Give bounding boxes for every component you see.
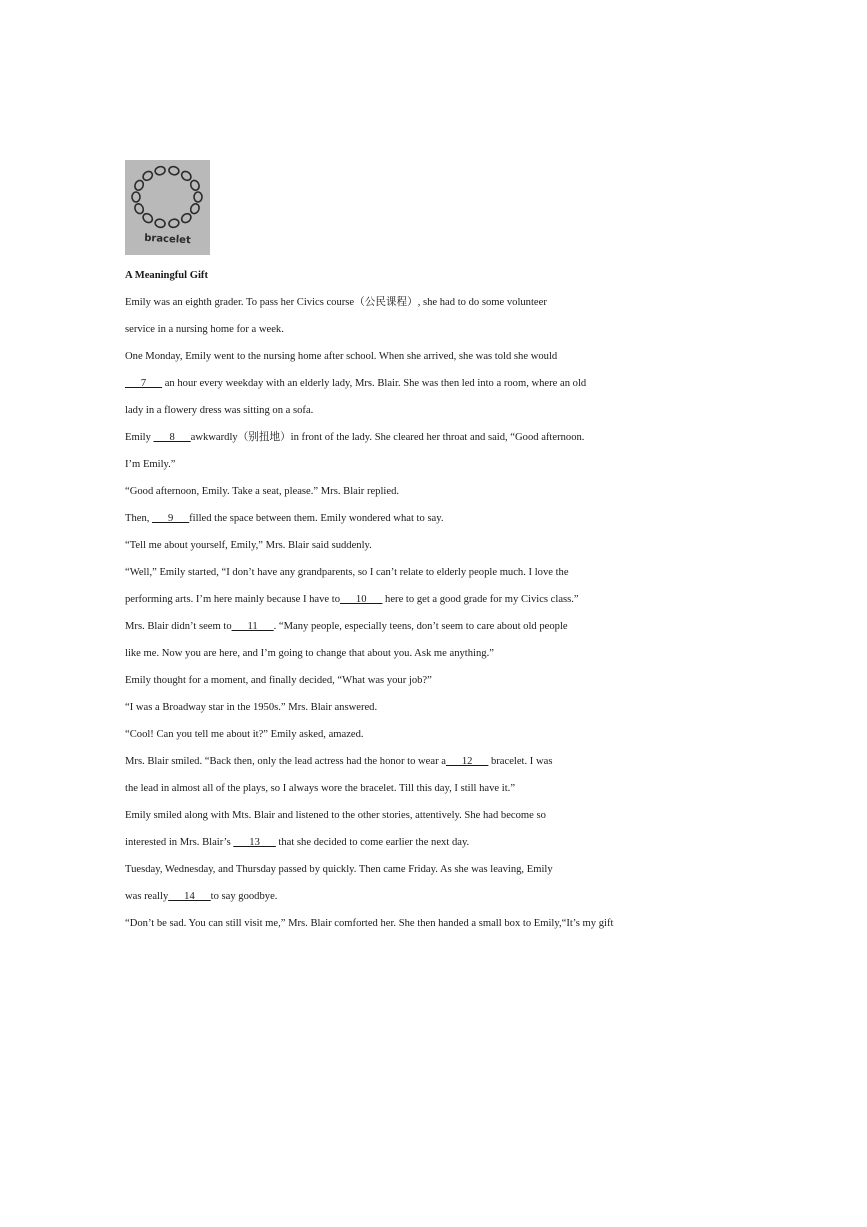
bracelet-figure bbox=[125, 160, 210, 255]
answer-blank: ___9___ bbox=[152, 513, 190, 524]
text-segment: awkwardly（别扭地）in front of the lady. She cleared her throat and said, “Good afternoon. bbox=[190, 432, 585, 443]
text-segment: One Monday, Emily went to the nursing home after school. When she arrived, she was told she would bbox=[125, 351, 558, 362]
text-segment: “I was a Broadway star in the 1950s.” Mrs. Blair answered. bbox=[125, 702, 378, 713]
text-segment: Emily smiled along with Mts. Blair and listened to the other stories, attentively. She had become so bbox=[125, 810, 546, 821]
text-segment: “Well,” Emily started, “I don’t have any grandparents, so I can’t relate to elderly people much. I love the bbox=[125, 567, 569, 578]
paragraph-line bbox=[125, 591, 715, 618]
text-segment: Mrs. Blair didn’t seem to bbox=[125, 621, 232, 632]
paragraph-line bbox=[125, 861, 715, 888]
paragraph-line bbox=[125, 564, 715, 591]
paragraph-line bbox=[125, 294, 715, 321]
text-segment: “Don’t be sad. You can still visit me,” Mrs. Blair comforted her. She then handed a small box to Emily,“It’s my gift bbox=[125, 918, 614, 929]
paragraph-line bbox=[125, 726, 715, 753]
text-segment: was really bbox=[125, 891, 169, 902]
paragraph-line bbox=[125, 699, 715, 726]
text-segment: filled the space between them. Emily wondered what to say. bbox=[189, 513, 444, 524]
article-body bbox=[125, 294, 715, 942]
bracelet-bead bbox=[141, 212, 154, 225]
paragraph-line bbox=[125, 537, 715, 564]
answer-blank: ___7___ bbox=[125, 378, 163, 389]
answer-blank: ___13___ bbox=[233, 837, 276, 848]
text-segment: to say goodbye. bbox=[210, 891, 278, 902]
paragraph-line bbox=[125, 888, 715, 915]
text-segment: performing arts. I’m here mainly because I have to bbox=[125, 594, 341, 605]
answer-blank: ___14___ bbox=[168, 891, 211, 902]
bracelet-bead bbox=[154, 166, 166, 176]
text-segment: bracelet. I was bbox=[488, 756, 553, 767]
text-segment: like me. Now you are here, and I’m going to change that about you. Ask me anything.” bbox=[125, 648, 494, 659]
paragraph-line bbox=[125, 807, 715, 834]
text-segment: Then, bbox=[125, 513, 153, 524]
bracelet-bead bbox=[154, 218, 166, 228]
paragraph-line bbox=[125, 645, 715, 672]
paragraph-line bbox=[125, 348, 715, 375]
text-segment: here to get a good grade for my Civics class.” bbox=[382, 594, 579, 605]
text-segment: “Good afternoon, Emily. Take a seat, please.” Mrs. Blair replied. bbox=[125, 486, 400, 497]
paragraph-line bbox=[125, 834, 715, 861]
bracelet-bead bbox=[189, 202, 201, 214]
text-segment: . “Many people, especially teens, don’t seem to care about old people bbox=[273, 621, 568, 632]
bracelet-bead bbox=[180, 170, 193, 183]
figure-caption: bracelet bbox=[143, 232, 192, 247]
answer-blank: ___10___ bbox=[340, 594, 383, 605]
paragraph-line bbox=[125, 618, 715, 645]
article bbox=[125, 267, 715, 942]
paragraph-line bbox=[125, 510, 715, 537]
paragraph-line bbox=[125, 780, 715, 807]
article-title: A Meaningful Gift bbox=[125, 270, 208, 281]
text-segment: Mrs. Blair smiled. “Back then, only the lead actress had the honor to wear a bbox=[125, 756, 446, 767]
text-segment: an hour every weekday with an elderly lady, Mrs. Blair. She was then led into a room, where an old bbox=[162, 378, 587, 389]
text-segment: Emily bbox=[125, 432, 154, 443]
paragraph-line bbox=[125, 321, 715, 348]
text-segment: Emily thought for a moment, and finally decided, “What was your job?” bbox=[125, 675, 432, 686]
answer-blank: ___8___ bbox=[153, 432, 191, 443]
text-segment: service in a nursing home for a week. bbox=[125, 324, 284, 335]
bracelet-bead bbox=[168, 166, 180, 176]
bracelet-bead bbox=[133, 202, 145, 214]
text-segment: lady in a flowery dress was sitting on a sofa. bbox=[125, 405, 314, 416]
text-segment: Tuesday, Wednesday, and Thursday passed by quickly. Then came Friday. As she was leaving, Emily bbox=[125, 864, 553, 875]
answer-blank: ___12___ bbox=[445, 756, 489, 767]
text-segment: that she decided to come earlier the next day. bbox=[275, 837, 470, 848]
bracelet-bead bbox=[133, 179, 145, 191]
bracelet-bead bbox=[132, 192, 140, 202]
paragraph-line bbox=[125, 483, 715, 510]
paragraph-line bbox=[125, 402, 715, 429]
text-segment: “Cool! Can you tell me about it?” Emily asked, amazed. bbox=[125, 729, 364, 740]
paragraph-line bbox=[125, 672, 715, 699]
text-segment: Emily was an eighth grader. To pass her Civics course（公民课程）, she had to do some volunteer bbox=[125, 297, 547, 308]
paragraph-line bbox=[125, 375, 715, 402]
paragraph-line bbox=[125, 753, 715, 780]
bracelet-bead bbox=[194, 192, 202, 202]
text-segment: interested in Mrs. Blair’s bbox=[125, 837, 234, 848]
text-segment: “Tell me about yourself, Emily,” Mrs. Blair said suddenly. bbox=[125, 540, 372, 551]
bracelet-bead bbox=[189, 179, 201, 191]
answer-blank: ___11___ bbox=[231, 621, 274, 632]
text-segment: the lead in almost all of the plays, so I always wore the bracelet. Till this day, I still have it.” bbox=[125, 783, 516, 794]
bracelet-bead bbox=[168, 218, 180, 228]
paragraph-line bbox=[125, 915, 715, 942]
text-segment: I’m Emily.” bbox=[125, 459, 176, 470]
paragraph-line bbox=[125, 429, 715, 456]
bracelet-bead bbox=[180, 212, 193, 225]
paragraph-line bbox=[125, 456, 715, 483]
bracelet-bead bbox=[141, 170, 154, 183]
